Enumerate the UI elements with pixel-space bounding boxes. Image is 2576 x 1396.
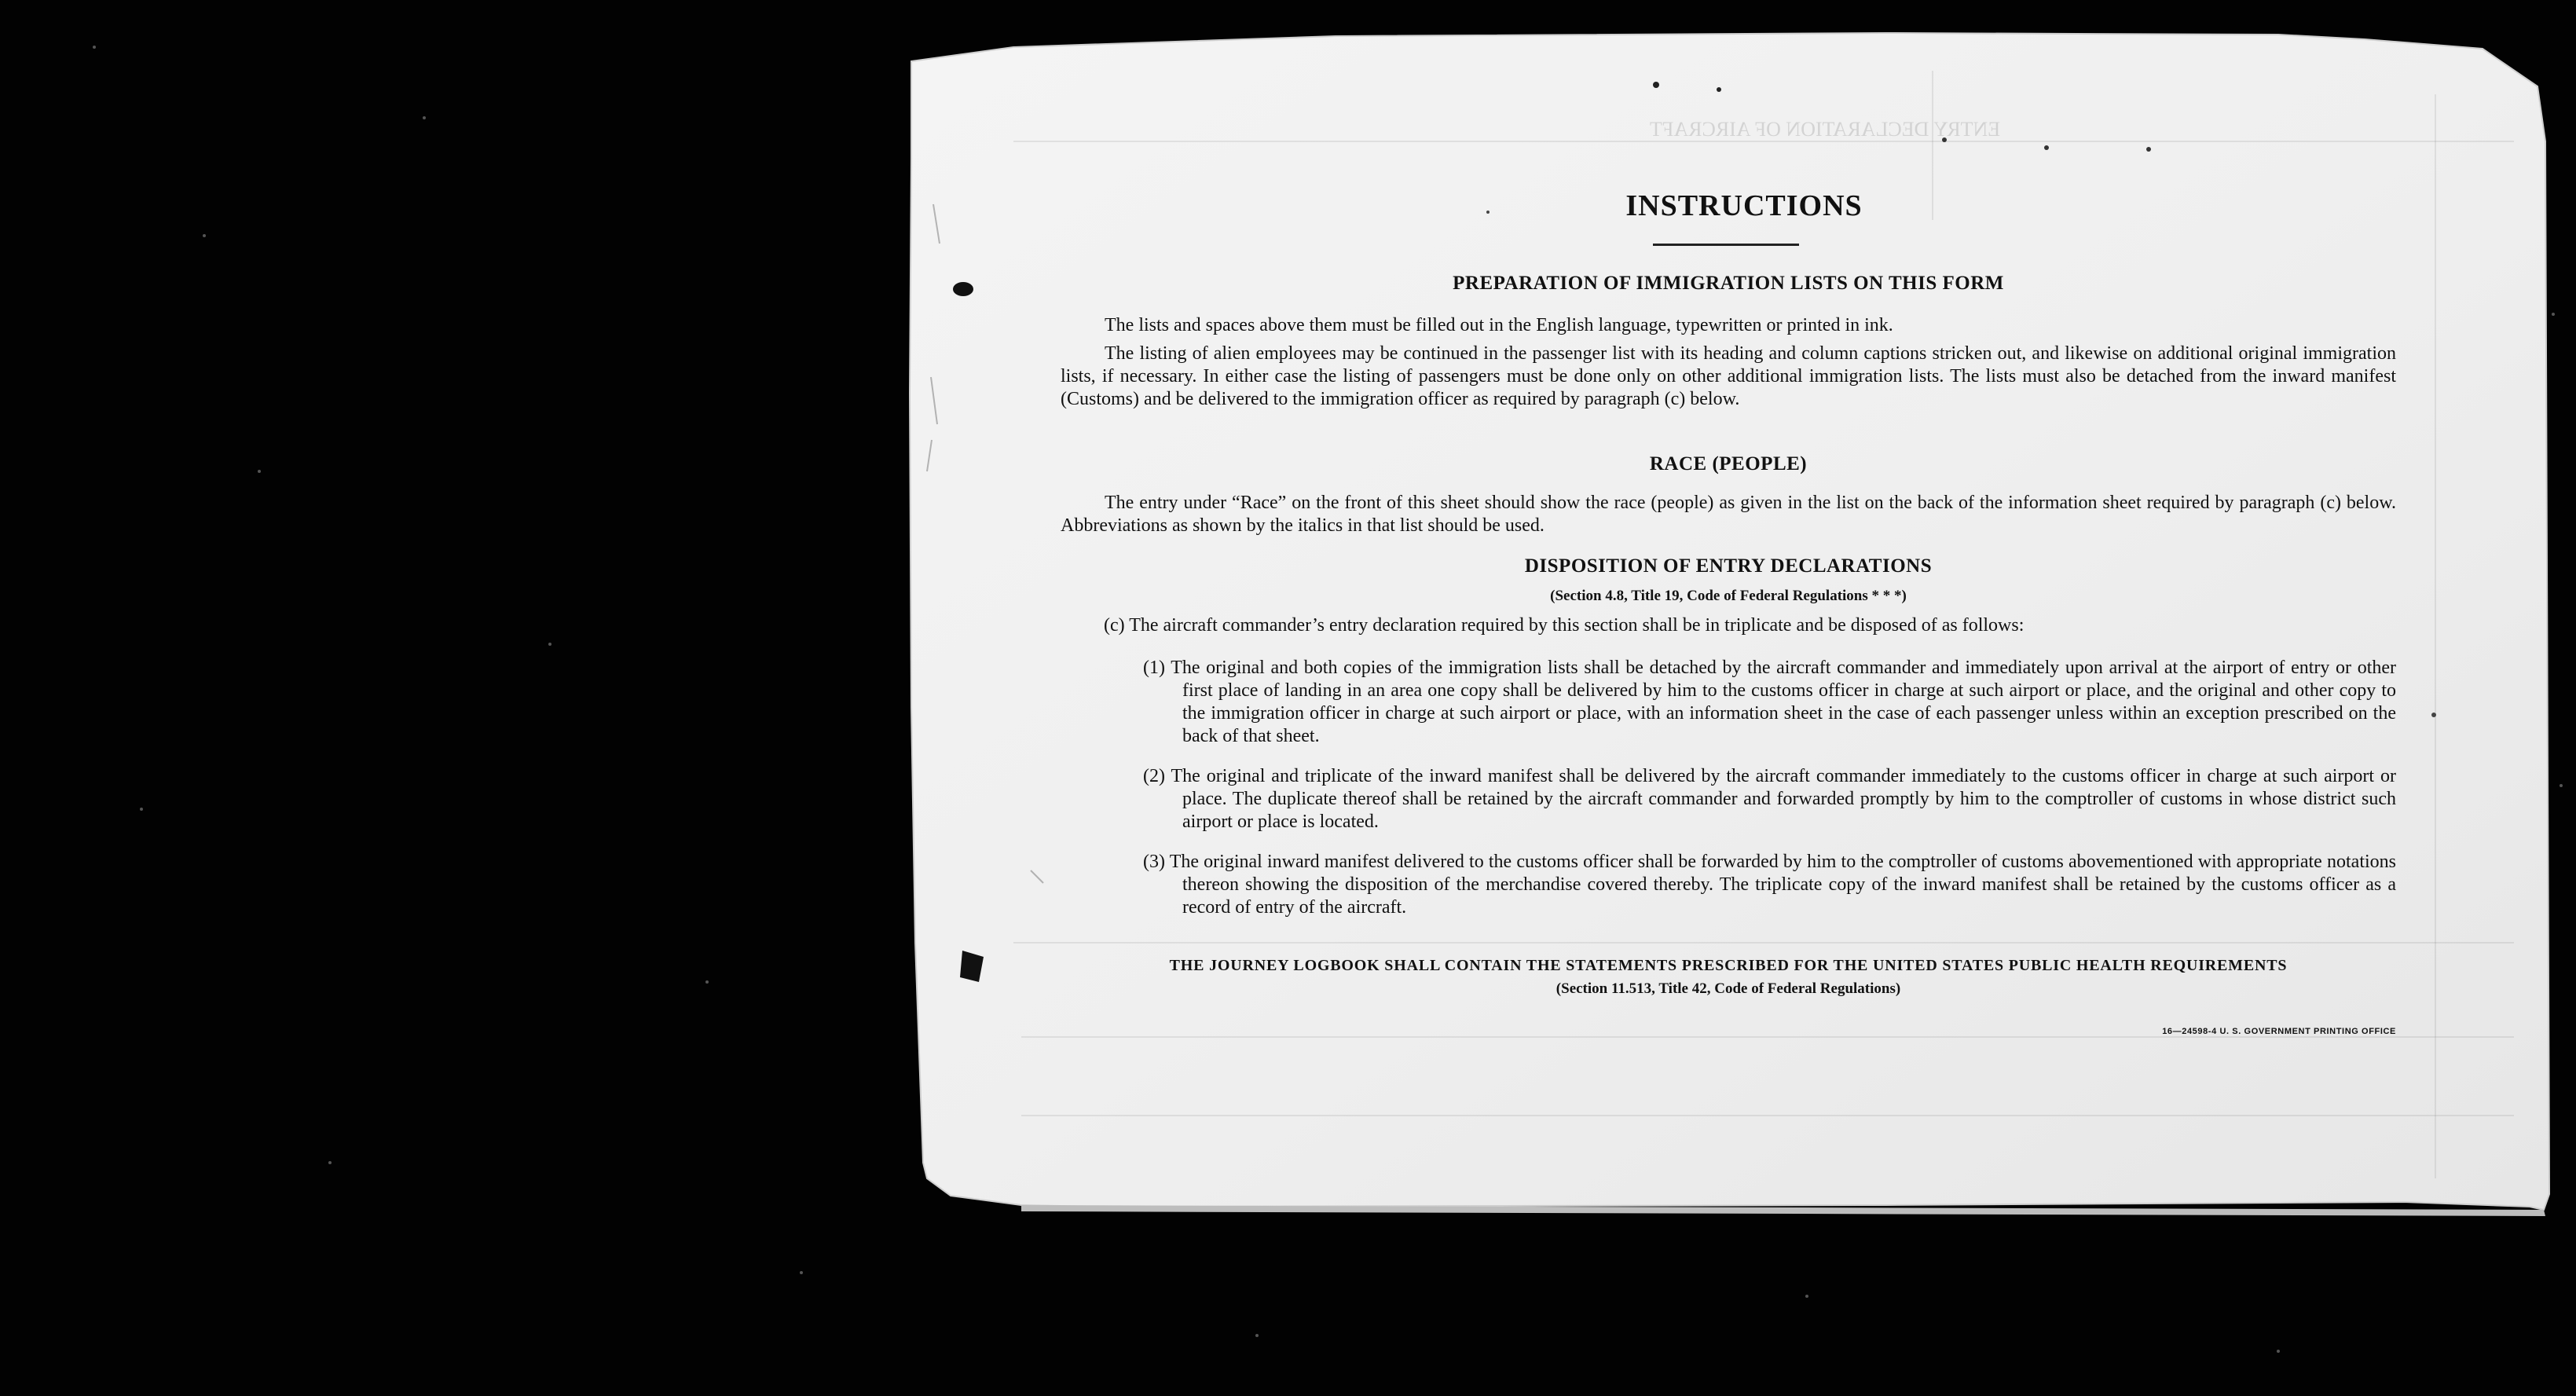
disposition-citation: (Section 4.8, Title 19, Code of Federal Regulations * * *) — [1550, 588, 1907, 604]
page-title: INSTRUCTIONS — [1625, 189, 1863, 222]
list-item-1: (1) The original and both copies of the immigration lists shall be detached by the aircraft commander and immediately upon arrival at the airport of entry or other first place of landing in an area one copy shall be delivered by him to the customs officer in charge at such airport or place, and the original and other copy to the immigration officer in charge at such airport or place, with an information sheet in the case of each passenger unless within an exception prescribed on the back of that sheet. — [1143, 658, 2396, 746]
printer-mark: 16—24598-4 U. S. GOVERNMENT PRINTING OFFICE — [2162, 1027, 2396, 1036]
paragraph-alien-employees: The listing of alien employees may be continued in the passenger list with its heading and column captions stricken out, and likewise on additional original immigration lists, if necessary. In either case the listing of passengers must be done only on other additional immigration lists. The lists must also be detached from the inward manifest (Customs) and be delivered to the immigration officer as required by paragraph (c) below. — [1061, 343, 2396, 409]
bleed-through-text: ENTRY DECLARATION OF AIRCRAFT — [1650, 118, 2001, 141]
footer-citation: (Section 11.513, Title 42, Code of Federal Regulations) — [1555, 980, 1901, 997]
section-heading-race: RACE (PEOPLE) — [1649, 453, 1808, 474]
paragraph-english-language: The lists and spaces above them must be filled out in the English language, typewritten or printed in ink. — [1105, 315, 1893, 335]
paragraph-race: The entry under “Race” on the front of this sheet should show the race (people) as given in the list on the back of the information sheet required by paragraph (c) below. Abbreviations as shown by the italics in that list should be used. — [1061, 493, 2396, 536]
section-heading-preparation: PREPARATION OF IMMIGRATION LISTS ON THIS FORM — [1453, 273, 2004, 294]
title-underline — [1653, 244, 1799, 246]
paragraph-c-intro: (c) The aircraft commander’s entry declaration required by this section shall be in triplicate and be disposed of as follows: — [1104, 615, 2025, 636]
list-item-3: (3) The original inward manifest delivered to the customs officer shall be forwarded by him to the comptroller of customs abovementioned with appropriate notations thereon showing the disposition of the merchandise covered thereby. The triplicate copy of the inward manifest shall be retained by the customs officer as a record of entry of the aircraft. — [1143, 852, 2396, 918]
list-item-2: (2) The original and triplicate of the inward manifest shall be delivered by the aircraft commander immediately to the customs officer in charge at such airport or place. The duplicate thereof shall be retained by the aircraft commander and forwarded promptly by him to the comptroller of customs in whose district such airport or place is located. — [1143, 766, 2396, 832]
section-heading-disposition: DISPOSITION OF ENTRY DECLARATIONS — [1524, 555, 1933, 577]
footer-public-health: THE JOURNEY LOGBOOK SHALL CONTAIN THE STATEMENTS PRESCRIBED FOR THE UNITED STATES PUBLIC HEALTH REQUIREMENTS — [1169, 957, 2288, 974]
